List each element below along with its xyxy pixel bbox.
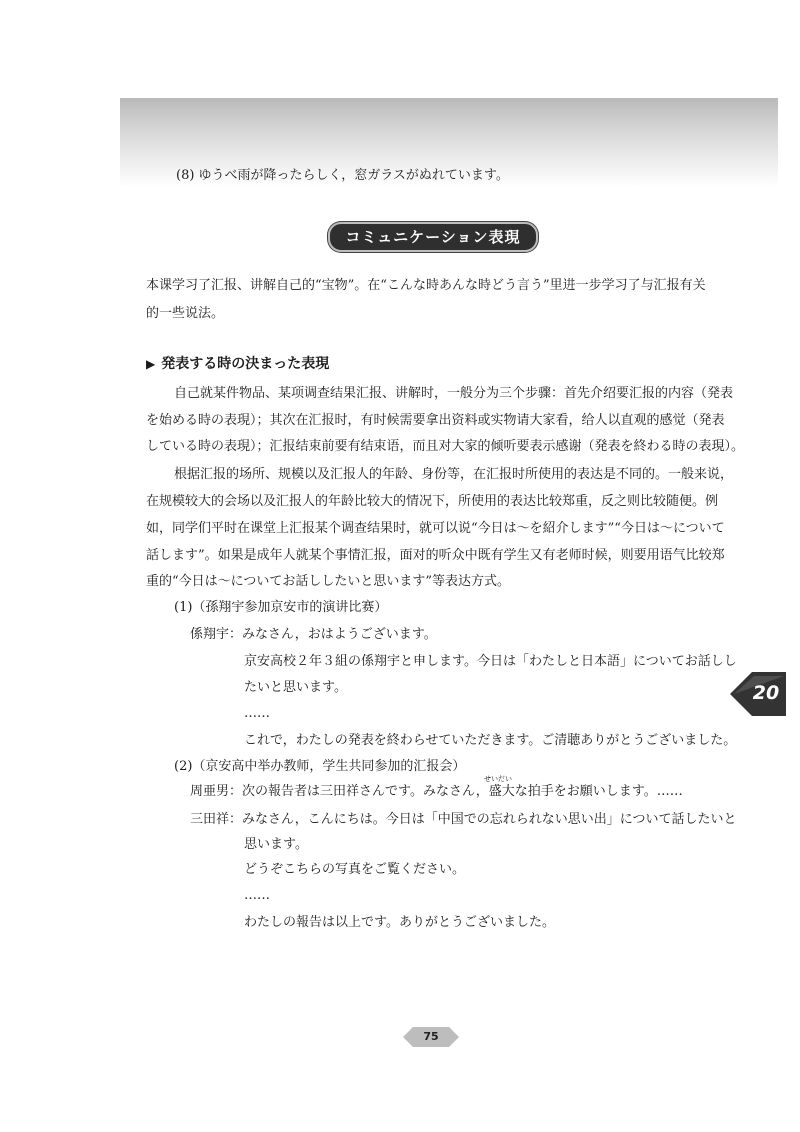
intro-line: 的一些说法。	[146, 306, 225, 321]
section-title-banner: コミュニケーション表現	[328, 222, 538, 252]
paragraph-line: している時の表現）；汇报结束前要有结束语，而且对大家的倾听要表示感谢（発表を終わる時の表現）。	[146, 439, 745, 454]
exercise-line: (8) ゆうべ雨が降ったらしく，窓ガラスがぬれています。	[176, 168, 509, 183]
lesson-number: 20	[752, 682, 780, 704]
dialogue-line: どうぞこちらの写真をご覧ください。	[244, 862, 466, 877]
dialogue-line: 思います。	[244, 837, 308, 852]
page-number: 75	[423, 1030, 439, 1043]
dialogue-line: 係翔宇：みなさん，おはようございます。	[190, 627, 437, 642]
paragraph-line: 自己就某件物品、某项调查结果汇报、讲解时，一般分为三个步骤：首先介绍要汇报的内容（発表	[174, 386, 734, 401]
dialogue-line: 三田祥：みなさん，こんにちは。今日は「中国での忘れられない思い出」について話したいと	[190, 812, 737, 827]
subheading-text: 発表する時の決まった表現	[161, 356, 330, 372]
paragraph-line: 在规模较大的会场以及汇报人的年龄比较大的情况下，所使用的表达比较郑重，反之则比较随便。例	[146, 494, 719, 509]
paragraph-line: 話します”。如果是成年人就某个事情汇报，面对的听众中既有学生又有老师时候，则要用语气比较郑	[146, 548, 725, 563]
example-title: (2)（京安高中举办教师，学生共同参加的汇报会）	[174, 759, 466, 774]
paragraph-line: 根据汇报的场所、规模以及汇报人的年龄、身份等，在汇报时所使用的表达是不同的。一般来说，	[174, 467, 734, 482]
dialogue-line: 周亜男：次の報告者は三田祥さんです。みなさん，盛大な拍手をお願いします。……	[190, 784, 683, 799]
dialogue-line: たいと思います。	[244, 680, 347, 695]
triangle-bullet-icon: ▶	[146, 357, 156, 371]
paragraph-line: 如，同学们平时在课堂上汇报某个调查结果时，就可以说“今日は～を紹介します”“今日は～について	[146, 521, 725, 536]
paragraph-line: 重的“今日は～についてお話ししたいと思います”等表达方式。	[146, 574, 511, 589]
example-title: (1)（孫翔宇参加京安市的演讲比赛）	[174, 600, 388, 615]
paragraph-line: を始める時の表現）；其次在汇报时，有时候需要拿出资料或实物请大家看，给人以直观的感觉（発表	[146, 413, 725, 428]
dialogue-line: これで，わたしの発表を終わらせていただきます。ご清聴ありがとうございました。	[244, 733, 737, 748]
dialogue-line: ……	[244, 706, 270, 721]
dialogue-line: 京安高校２年３組の係翔宇と申します。今日は「わたしと日本語」についてお話しし	[244, 654, 737, 669]
ruby-annotation: せいだい	[484, 775, 512, 783]
subheading	[146, 354, 329, 374]
intro-line: 本课学习了汇报、讲解自己的“宝物”。在“こんな時あんな時どう言う”里进一步学习了与汇报有关	[146, 278, 706, 293]
dialogue-line: わたしの報告は以上です。ありがとうございました。	[244, 915, 555, 930]
dialogue-line: ……	[244, 888, 270, 903]
